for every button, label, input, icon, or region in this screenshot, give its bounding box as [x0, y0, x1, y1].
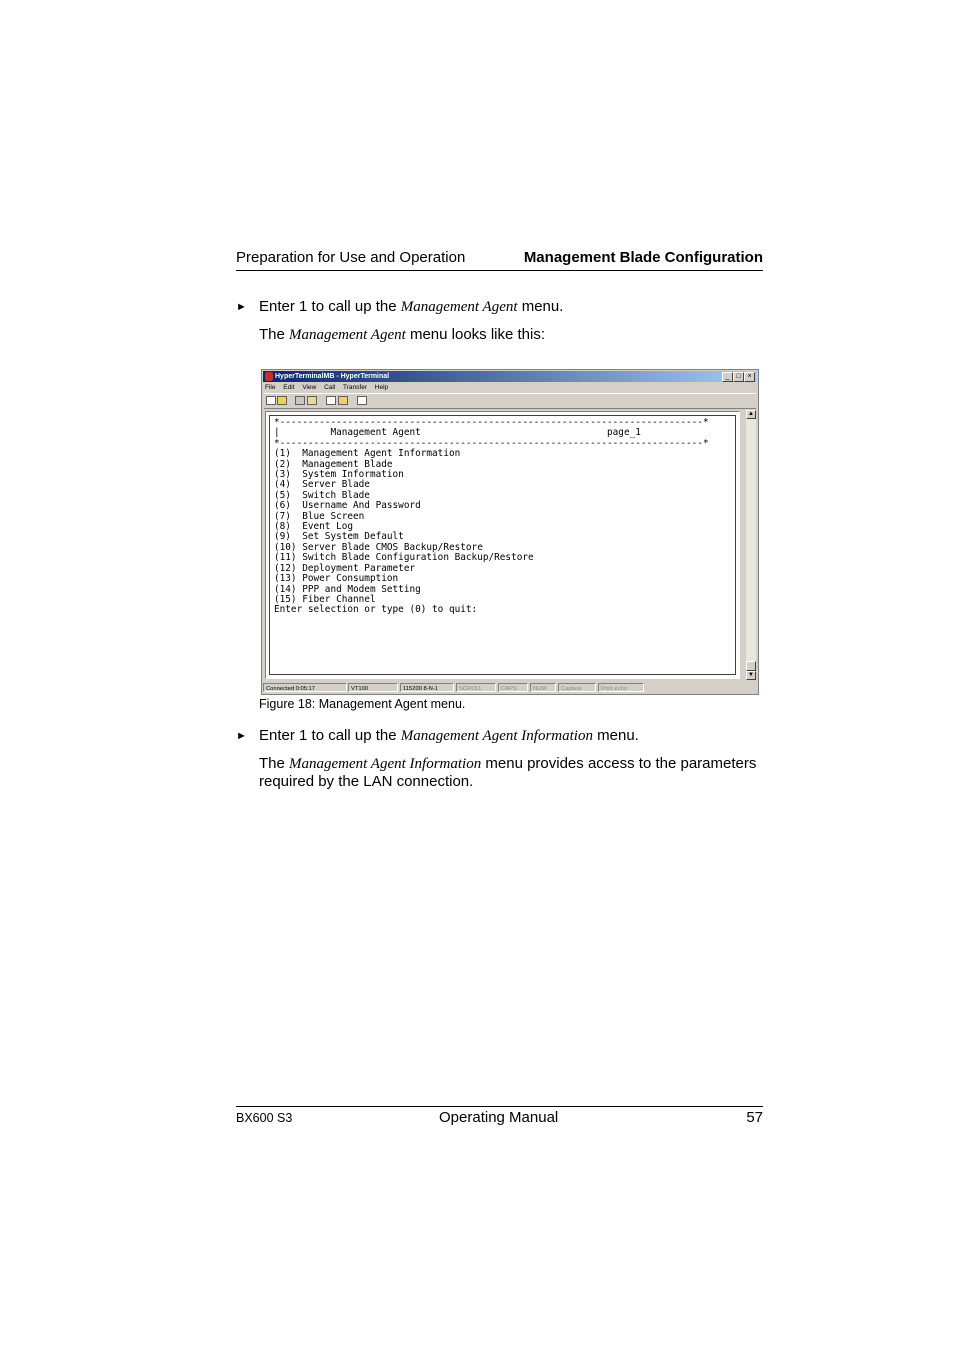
step-1-desc-menu-name: Management Agent — [289, 327, 406, 343]
step-bullet-2: ► — [236, 730, 247, 742]
running-header-chapter: Preparation for Use and Operation — [236, 249, 466, 266]
status-connected: Connected 0:05:17 — [263, 683, 347, 692]
menu-bar — [265, 383, 394, 392]
step-1-desc-text-end: menu looks like this: — [405, 326, 546, 343]
menu-view[interactable]: View — [302, 384, 317, 391]
step-2-desc-text: The — [259, 755, 290, 772]
step-1-text: Enter 1 to call up the — [259, 298, 401, 315]
send-icon[interactable] — [326, 396, 336, 405]
step-2-desc-text-end: menu provides access to the parameters required by the LAN connection. — [259, 755, 757, 790]
status-settings: 115200 8-N-1 — [400, 683, 454, 692]
step-2-description — [259, 755, 763, 791]
open-folder-icon[interactable] — [277, 396, 287, 405]
running-header-section: Management Blade Configuration — [523, 249, 763, 266]
vertical-scrollbar[interactable] — [746, 410, 756, 680]
footer-rule — [236, 1106, 763, 1107]
menu-transfer[interactable]: Transfer — [343, 384, 367, 391]
figure-caption: Figure 18: Management Agent menu. — [259, 697, 466, 711]
step-1 — [259, 298, 769, 316]
window-title: HyperTerminalMB - HyperTerminal — [275, 373, 390, 380]
status-caps: CAPS — [498, 683, 528, 692]
maximize-icon[interactable]: □ — [733, 372, 744, 382]
step-1-desc-text: The — [259, 326, 290, 343]
terminal-output: *---------------------------------------------------------------------------* | Management Agent page_1 *---------------------------------------------------------------------------* (1) Management Agent Information (2) Management Blade (3) System Information (4) Server Blade (5) Switch Blade (6) Username And Password (7) Blue Screen (8) Event Log (9) Set System Default (10) Server Blade CMOS Backup/Restore (11) Switch Blade Configuration Backup/Restore (12) Deployment Parameter (13) Power Consumption (14) PPP and Modem Setting (15) Fiber Channel Enter selection or type (0) to quit: — [274, 417, 709, 616]
step-2-text: Enter 1 to call up the — [259, 727, 401, 744]
footer-product: BX600 S3 — [236, 1111, 293, 1125]
menu-help[interactable]: Help — [374, 384, 389, 391]
close-icon[interactable]: × — [744, 372, 755, 382]
step-2-menu-name: Management Agent Information — [400, 728, 593, 744]
status-capture: Capture — [558, 683, 596, 692]
window-titlebar — [263, 371, 757, 382]
footer-title: Operating Manual — [439, 1109, 559, 1126]
step-1-menu-name: Management Agent — [400, 299, 518, 315]
properties-icon[interactable] — [357, 396, 367, 405]
scroll-thumb[interactable] — [746, 661, 756, 671]
hyperterminal-app-icon — [265, 372, 273, 381]
header-rule — [236, 270, 763, 271]
menu-edit[interactable]: Edit — [283, 384, 295, 391]
status-bar — [263, 683, 757, 693]
menu-file[interactable]: File — [265, 384, 276, 391]
step-2-text-end: menu. — [592, 727, 639, 744]
step-1-text-end: menu. — [517, 298, 564, 315]
step-2-desc-menu-name: Management Agent Information — [289, 756, 482, 772]
hyperterminal-window — [261, 369, 759, 695]
status-emulation: VT100 — [348, 683, 398, 692]
page-number: 57 — [746, 1109, 763, 1126]
minimize-icon[interactable]: _ — [722, 372, 733, 382]
connect-phone-icon[interactable] — [295, 396, 305, 405]
scroll-down-arrow-icon[interactable]: ▼ — [746, 671, 756, 680]
step-2 — [259, 727, 769, 745]
step-1-description — [259, 326, 769, 344]
scroll-up-arrow-icon[interactable]: ▲ — [746, 410, 756, 419]
disconnect-phone-icon[interactable] — [307, 396, 317, 405]
menu-call[interactable]: Call — [324, 384, 336, 391]
toolbar — [264, 393, 756, 409]
status-num: NUM — [530, 683, 556, 692]
receive-icon[interactable] — [338, 396, 348, 405]
step-bullet-1: ► — [236, 301, 247, 313]
new-file-icon[interactable] — [266, 396, 276, 405]
status-print-echo: Print echo — [598, 683, 644, 692]
terminal-screen[interactable] — [265, 411, 740, 679]
status-scroll: SCROLL — [456, 683, 496, 692]
